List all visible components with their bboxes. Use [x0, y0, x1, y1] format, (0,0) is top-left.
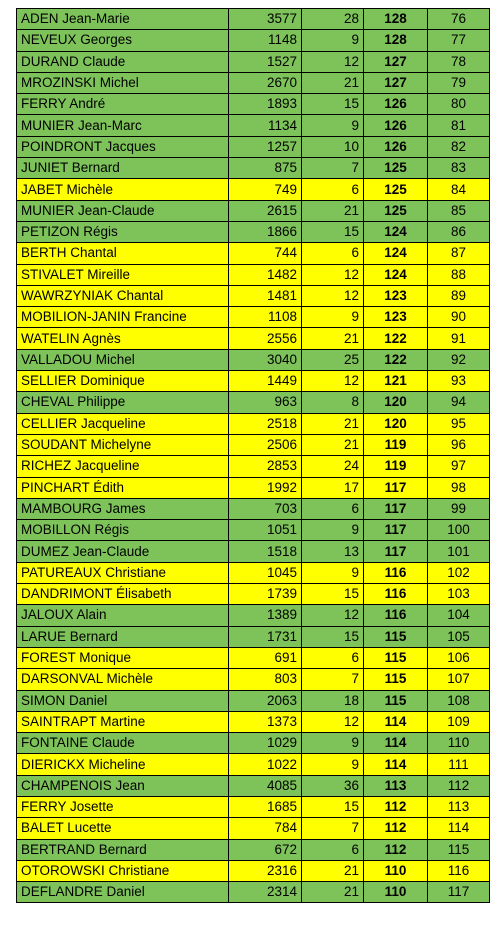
- average-cell: 115: [364, 669, 428, 690]
- table-row: [17, 796, 490, 817]
- table-row: [17, 9, 490, 30]
- average-cell: 116: [364, 605, 428, 626]
- table-row: [17, 328, 490, 349]
- table-row: [17, 179, 490, 200]
- table-row: [17, 818, 490, 839]
- rank-cell: 114: [428, 818, 490, 839]
- player-name-cell: DURAND Claude: [17, 51, 229, 72]
- total-points-cell: 1482: [229, 264, 302, 285]
- table-row: [17, 669, 490, 690]
- rank-cell: 84: [428, 179, 490, 200]
- total-points-cell: 875: [229, 158, 302, 179]
- rank-cell: 110: [428, 733, 490, 754]
- average-cell: 128: [364, 9, 428, 30]
- rank-cell: 117: [428, 882, 490, 903]
- total-points-cell: 2314: [229, 882, 302, 903]
- average-cell: 119: [364, 456, 428, 477]
- rank-cell: 115: [428, 839, 490, 860]
- total-points-cell: 1257: [229, 136, 302, 157]
- total-points-cell: 1148: [229, 30, 302, 51]
- player-name-cell: DARSONVAL Michèle: [17, 669, 229, 690]
- rank-cell: 88: [428, 264, 490, 285]
- player-name-cell: MUNIER Jean-Claude: [17, 200, 229, 221]
- total-points-cell: 1866: [229, 221, 302, 242]
- total-points-cell: 744: [229, 243, 302, 264]
- average-cell: 110: [364, 860, 428, 881]
- total-points-cell: 1739: [229, 584, 302, 605]
- player-name-cell: SAINTRAPT Martine: [17, 711, 229, 732]
- table-row: [17, 72, 490, 93]
- total-points-cell: 2556: [229, 328, 302, 349]
- average-cell: 112: [364, 839, 428, 860]
- average-cell: 112: [364, 796, 428, 817]
- average-cell: 113: [364, 775, 428, 796]
- average-cell: 123: [364, 307, 428, 328]
- average-cell: 120: [364, 413, 428, 434]
- total-points-cell: 1518: [229, 541, 302, 562]
- player-name-cell: SELLIER Dominique: [17, 371, 229, 392]
- player-name-cell: JALOUX Alain: [17, 605, 229, 626]
- rank-cell: 112: [428, 775, 490, 796]
- games-count-cell: 6: [302, 243, 364, 264]
- total-points-cell: 2518: [229, 413, 302, 434]
- average-cell: 117: [364, 477, 428, 498]
- average-cell: 112: [364, 818, 428, 839]
- average-cell: 127: [364, 72, 428, 93]
- table-row: [17, 30, 490, 51]
- table-row: [17, 307, 490, 328]
- rank-cell: 106: [428, 647, 490, 668]
- player-name-cell: POINDRONT Jacques: [17, 136, 229, 157]
- player-name-cell: RICHEZ Jacqueline: [17, 456, 229, 477]
- table-row: [17, 456, 490, 477]
- games-count-cell: 12: [302, 371, 364, 392]
- total-points-cell: 1481: [229, 285, 302, 306]
- games-count-cell: 9: [302, 562, 364, 583]
- rank-cell: 76: [428, 9, 490, 30]
- games-count-cell: 6: [302, 839, 364, 860]
- games-count-cell: 6: [302, 647, 364, 668]
- games-count-cell: 21: [302, 200, 364, 221]
- player-name-cell: DIERICKX Micheline: [17, 754, 229, 775]
- total-points-cell: 1389: [229, 605, 302, 626]
- table-row: [17, 605, 490, 626]
- average-cell: 115: [364, 647, 428, 668]
- table-row: [17, 647, 490, 668]
- rank-cell: 105: [428, 626, 490, 647]
- rank-cell: 86: [428, 221, 490, 242]
- rank-cell: 79: [428, 72, 490, 93]
- total-points-cell: 749: [229, 179, 302, 200]
- total-points-cell: 3040: [229, 349, 302, 370]
- games-count-cell: 7: [302, 669, 364, 690]
- player-name-cell: JABET Michèle: [17, 179, 229, 200]
- games-count-cell: 15: [302, 94, 364, 115]
- average-cell: 125: [364, 200, 428, 221]
- player-name-cell: DUMEZ Jean-Claude: [17, 541, 229, 562]
- table-row: [17, 115, 490, 136]
- games-count-cell: 7: [302, 818, 364, 839]
- rank-cell: 78: [428, 51, 490, 72]
- player-name-cell: FERRY Josette: [17, 796, 229, 817]
- table-row: [17, 285, 490, 306]
- rank-cell: 77: [428, 30, 490, 51]
- player-name-cell: MUNIER Jean-Marc: [17, 115, 229, 136]
- table-row: [17, 371, 490, 392]
- average-cell: 116: [364, 562, 428, 583]
- rank-cell: 109: [428, 711, 490, 732]
- player-name-cell: FOREST Monique: [17, 647, 229, 668]
- rank-cell: 83: [428, 158, 490, 179]
- games-count-cell: 36: [302, 775, 364, 796]
- games-count-cell: 9: [302, 520, 364, 541]
- rank-cell: 87: [428, 243, 490, 264]
- average-cell: 117: [364, 541, 428, 562]
- total-points-cell: 1108: [229, 307, 302, 328]
- average-cell: 125: [364, 158, 428, 179]
- games-count-cell: 17: [302, 477, 364, 498]
- player-name-cell: DEFLANDRE Daniel: [17, 882, 229, 903]
- table-row: [17, 477, 490, 498]
- games-count-cell: 10: [302, 136, 364, 157]
- table-row: [17, 711, 490, 732]
- player-name-cell: BERTH Chantal: [17, 243, 229, 264]
- total-points-cell: 1022: [229, 754, 302, 775]
- average-cell: 126: [364, 136, 428, 157]
- total-points-cell: 784: [229, 818, 302, 839]
- rank-cell: 107: [428, 669, 490, 690]
- games-count-cell: 15: [302, 584, 364, 605]
- average-cell: 124: [364, 221, 428, 242]
- table-row: [17, 498, 490, 519]
- games-count-cell: 15: [302, 626, 364, 647]
- rank-cell: 90: [428, 307, 490, 328]
- rank-cell: 82: [428, 136, 490, 157]
- total-points-cell: 1449: [229, 371, 302, 392]
- average-cell: 120: [364, 392, 428, 413]
- rank-cell: 92: [428, 349, 490, 370]
- rank-cell: 96: [428, 434, 490, 455]
- table-row: [17, 392, 490, 413]
- table-row: [17, 51, 490, 72]
- total-points-cell: 672: [229, 839, 302, 860]
- player-name-cell: SIMON Daniel: [17, 690, 229, 711]
- average-cell: 114: [364, 733, 428, 754]
- player-name-cell: PINCHART Édith: [17, 477, 229, 498]
- average-cell: 125: [364, 179, 428, 200]
- games-count-cell: 9: [302, 754, 364, 775]
- player-name-cell: MOBILION-JANIN Francine: [17, 307, 229, 328]
- total-points-cell: 963: [229, 392, 302, 413]
- games-count-cell: 12: [302, 264, 364, 285]
- player-name-cell: WAWRZYNIAK Chantal: [17, 285, 229, 306]
- games-count-cell: 24: [302, 456, 364, 477]
- games-count-cell: 21: [302, 328, 364, 349]
- rank-cell: 113: [428, 796, 490, 817]
- total-points-cell: 803: [229, 669, 302, 690]
- player-name-cell: OTOROWSKI Christiane: [17, 860, 229, 881]
- rank-cell: 85: [428, 200, 490, 221]
- rank-cell: 103: [428, 584, 490, 605]
- rank-cell: 104: [428, 605, 490, 626]
- games-count-cell: 21: [302, 860, 364, 881]
- player-name-cell: BALET Lucette: [17, 818, 229, 839]
- average-cell: 126: [364, 94, 428, 115]
- player-name-cell: LARUE Bernard: [17, 626, 229, 647]
- average-cell: 110: [364, 882, 428, 903]
- average-cell: 117: [364, 520, 428, 541]
- games-count-cell: 9: [302, 733, 364, 754]
- player-name-cell: MAMBOURG James: [17, 498, 229, 519]
- rank-cell: 81: [428, 115, 490, 136]
- table-row: [17, 882, 490, 903]
- total-points-cell: 2316: [229, 860, 302, 881]
- rank-cell: 108: [428, 690, 490, 711]
- games-count-cell: 25: [302, 349, 364, 370]
- games-count-cell: 21: [302, 434, 364, 455]
- player-name-cell: MOBILLON Régis: [17, 520, 229, 541]
- average-cell: 126: [364, 115, 428, 136]
- games-count-cell: 12: [302, 605, 364, 626]
- total-points-cell: 1373: [229, 711, 302, 732]
- table-row: [17, 221, 490, 242]
- total-points-cell: 1045: [229, 562, 302, 583]
- table-row: [17, 413, 490, 434]
- average-cell: 122: [364, 328, 428, 349]
- average-cell: 114: [364, 711, 428, 732]
- table-row: [17, 264, 490, 285]
- average-cell: 128: [364, 30, 428, 51]
- player-name-cell: JUNIET Bernard: [17, 158, 229, 179]
- games-count-cell: 9: [302, 115, 364, 136]
- rank-cell: 98: [428, 477, 490, 498]
- table-row: [17, 839, 490, 860]
- total-points-cell: 1051: [229, 520, 302, 541]
- player-name-cell: WATELIN Agnès: [17, 328, 229, 349]
- player-name-cell: ADEN Jean-Marie: [17, 9, 229, 30]
- rank-cell: 101: [428, 541, 490, 562]
- games-count-cell: 9: [302, 307, 364, 328]
- total-points-cell: 2670: [229, 72, 302, 93]
- player-name-cell: DANDRIMONT Élisabeth: [17, 584, 229, 605]
- player-name-cell: NEVEUX Georges: [17, 30, 229, 51]
- average-cell: 115: [364, 690, 428, 711]
- table-row: [17, 733, 490, 754]
- player-name-cell: CELLIER Jacqueline: [17, 413, 229, 434]
- table-row: [17, 562, 490, 583]
- total-points-cell: 2506: [229, 434, 302, 455]
- games-count-cell: 6: [302, 498, 364, 519]
- player-name-cell: MROZINSKI Michel: [17, 72, 229, 93]
- games-count-cell: 15: [302, 221, 364, 242]
- games-count-cell: 13: [302, 541, 364, 562]
- player-name-cell: CHEVAL Philippe: [17, 392, 229, 413]
- rank-cell: 111: [428, 754, 490, 775]
- games-count-cell: 12: [302, 285, 364, 306]
- total-points-cell: 2853: [229, 456, 302, 477]
- games-count-cell: 21: [302, 72, 364, 93]
- games-count-cell: 12: [302, 711, 364, 732]
- player-name-cell: PATUREAUX Christiane: [17, 562, 229, 583]
- total-points-cell: 1134: [229, 115, 302, 136]
- total-points-cell: 3577: [229, 9, 302, 30]
- table-row: [17, 520, 490, 541]
- player-name-cell: FERRY André: [17, 94, 229, 115]
- games-count-cell: 6: [302, 179, 364, 200]
- average-cell: 119: [364, 434, 428, 455]
- rank-cell: 102: [428, 562, 490, 583]
- average-cell: 121: [364, 371, 428, 392]
- games-count-cell: 18: [302, 690, 364, 711]
- games-count-cell: 21: [302, 413, 364, 434]
- games-count-cell: 8: [302, 392, 364, 413]
- rank-cell: 91: [428, 328, 490, 349]
- games-count-cell: 12: [302, 51, 364, 72]
- table-row: [17, 200, 490, 221]
- average-cell: 127: [364, 51, 428, 72]
- table-row: [17, 754, 490, 775]
- average-cell: 115: [364, 626, 428, 647]
- average-cell: 124: [364, 243, 428, 264]
- results-body: [17, 9, 490, 903]
- total-points-cell: 1685: [229, 796, 302, 817]
- table-row: [17, 434, 490, 455]
- table-row: [17, 349, 490, 370]
- player-name-cell: CHAMPENOIS Jean: [17, 775, 229, 796]
- games-count-cell: 9: [302, 30, 364, 51]
- rank-cell: 95: [428, 413, 490, 434]
- total-points-cell: 1893: [229, 94, 302, 115]
- player-name-cell: STIVALET Mireille: [17, 264, 229, 285]
- table-row: [17, 94, 490, 115]
- average-cell: 122: [364, 349, 428, 370]
- table-row: [17, 690, 490, 711]
- table-row: [17, 158, 490, 179]
- average-cell: 116: [364, 584, 428, 605]
- rank-cell: 94: [428, 392, 490, 413]
- total-points-cell: 2615: [229, 200, 302, 221]
- rank-cell: 97: [428, 456, 490, 477]
- rank-cell: 100: [428, 520, 490, 541]
- average-cell: 114: [364, 754, 428, 775]
- player-name-cell: SOUDANT Michelyne: [17, 434, 229, 455]
- table-row: [17, 584, 490, 605]
- average-cell: 123: [364, 285, 428, 306]
- table-row: [17, 626, 490, 647]
- games-count-cell: 15: [302, 796, 364, 817]
- player-name-cell: BERTRAND Bernard: [17, 839, 229, 860]
- games-count-cell: 28: [302, 9, 364, 30]
- rank-cell: 93: [428, 371, 490, 392]
- rank-cell: 116: [428, 860, 490, 881]
- total-points-cell: 1992: [229, 477, 302, 498]
- total-points-cell: 2063: [229, 690, 302, 711]
- total-points-cell: 703: [229, 498, 302, 519]
- player-name-cell: FONTAINE Claude: [17, 733, 229, 754]
- total-points-cell: 4085: [229, 775, 302, 796]
- player-name-cell: VALLADOU Michel: [17, 349, 229, 370]
- results-table: [16, 8, 490, 903]
- rank-cell: 80: [428, 94, 490, 115]
- total-points-cell: 1731: [229, 626, 302, 647]
- total-points-cell: 1527: [229, 51, 302, 72]
- table-row: [17, 136, 490, 157]
- average-cell: 124: [364, 264, 428, 285]
- games-count-cell: 7: [302, 158, 364, 179]
- total-points-cell: 1029: [229, 733, 302, 754]
- table-row: [17, 775, 490, 796]
- rank-cell: 89: [428, 285, 490, 306]
- total-points-cell: 691: [229, 647, 302, 668]
- table-row: [17, 243, 490, 264]
- rank-cell: 99: [428, 498, 490, 519]
- table-row: [17, 860, 490, 881]
- average-cell: 117: [364, 498, 428, 519]
- table-row: [17, 541, 490, 562]
- player-name-cell: PETIZON Régis: [17, 221, 229, 242]
- games-count-cell: 21: [302, 882, 364, 903]
